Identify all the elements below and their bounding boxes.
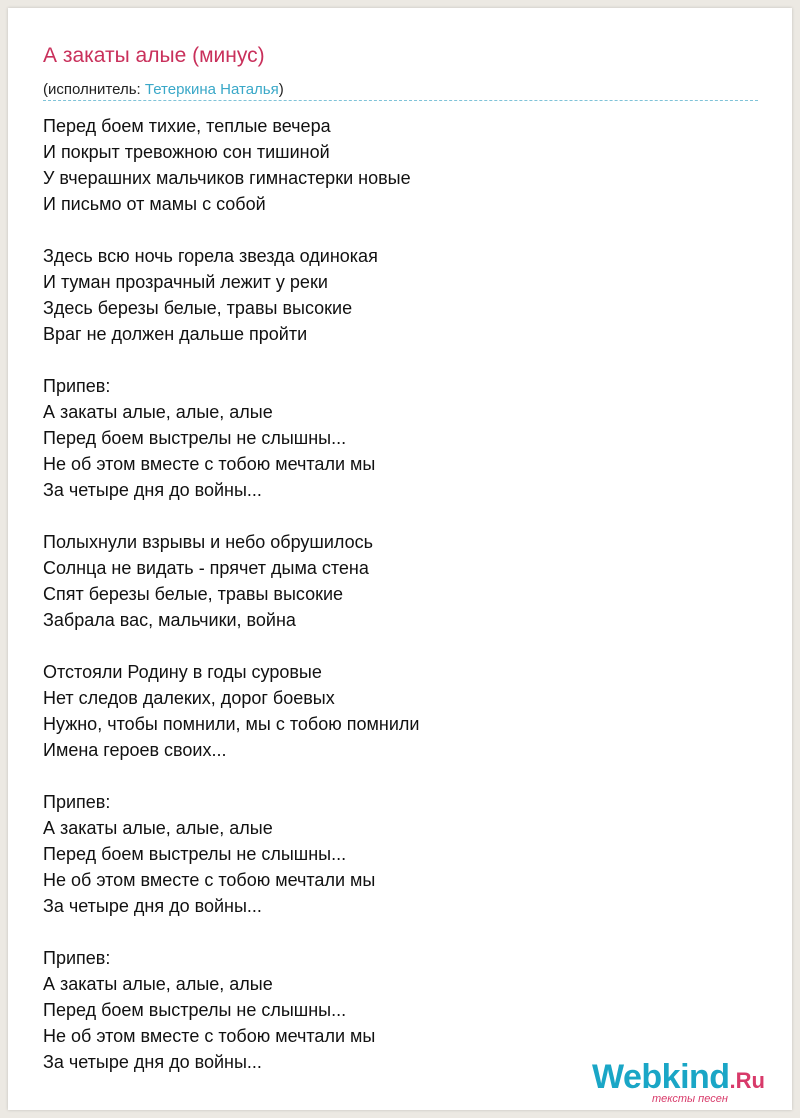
lyric-line: Не об этом вместе с тобою мечтали мы bbox=[43, 1026, 376, 1046]
site-logo bbox=[592, 1058, 765, 1105]
lyric-line: А закаты алые, алые, алые bbox=[43, 402, 273, 422]
lyric-line: Полыхнули взрывы и небо обрушилось bbox=[43, 532, 374, 552]
lyric-line: Не об этом вместе с тобою мечтали мы bbox=[43, 870, 376, 890]
lyrics-body bbox=[43, 113, 763, 1075]
lyric-blank-line bbox=[43, 503, 763, 529]
lyric-line: За четыре дня до войны... bbox=[43, 896, 262, 916]
lyric-line: Припев: bbox=[43, 792, 111, 812]
lyric-blank-line bbox=[43, 633, 763, 659]
lyric-line: Солнца не видать - прячет дыма стена bbox=[43, 558, 369, 578]
logo-name: Webkind bbox=[592, 1058, 730, 1096]
lyric-blank-line bbox=[43, 763, 763, 789]
lyric-line: У вчерашних мальчиков гимнастерки новые bbox=[43, 168, 411, 188]
lyric-line: Здесь всю ночь горела звезда одинокая bbox=[43, 246, 378, 266]
lyric-line: Припев: bbox=[43, 948, 111, 968]
performer-link[interactable]: Тетеркина Наталья bbox=[144, 81, 279, 98]
lyric-line: Нет следов далеких, дорог боевых bbox=[43, 688, 335, 708]
lyric-line: А закаты алые, алые, алые bbox=[43, 974, 273, 994]
title-divider bbox=[43, 100, 758, 101]
logo-tld: .Ru bbox=[729, 1068, 765, 1093]
lyric-line: Не об этом вместе с тобою мечтали мы bbox=[43, 454, 376, 474]
lyric-line: И письмо от мамы с собой bbox=[43, 194, 266, 214]
lyric-line: Перед боем тихие, теплые вечера bbox=[43, 116, 331, 136]
logo-tagline: тексты песен bbox=[652, 1093, 728, 1105]
page-sheet bbox=[8, 8, 792, 1110]
lyric-line: За четыре дня до войны... bbox=[43, 1052, 262, 1072]
lyric-line: Нужно, чтобы помнили, мы с тобою помнили bbox=[43, 714, 420, 734]
lyric-line: Враг не должен дальше пройти bbox=[43, 324, 308, 344]
performer-line bbox=[43, 80, 284, 100]
lyric-line: Перед боем выстрелы не слышны... bbox=[43, 428, 347, 448]
lyric-line: Спят березы белые, травы высокие bbox=[43, 584, 344, 604]
lyric-blank-line bbox=[43, 347, 763, 373]
lyric-line: А закаты алые, алые, алые bbox=[43, 818, 273, 838]
lyric-line: Отстояли Родину в годы суровые bbox=[43, 662, 322, 682]
lyric-blank-line bbox=[43, 919, 763, 945]
song-title: А закаты алые (минус) bbox=[43, 44, 265, 67]
lyric-line: И покрыт тревожною сон тишиной bbox=[43, 142, 330, 162]
lyric-line: Перед боем выстрелы не слышны... bbox=[43, 1000, 347, 1020]
lyric-line: Припев: bbox=[43, 376, 111, 396]
lyric-line: И туман прозрачный лежит у реки bbox=[43, 272, 328, 292]
performer-close: ) bbox=[278, 81, 284, 98]
lyric-line: Перед боем выстрелы не слышны... bbox=[43, 844, 347, 864]
lyric-blank-line bbox=[43, 217, 763, 243]
lyric-line: Имена героев своих... bbox=[43, 740, 227, 760]
lyric-line: Забрала вас, мальчики, война bbox=[43, 610, 296, 630]
lyric-line: За четыре дня до войны... bbox=[43, 480, 262, 500]
lyric-line: Здесь березы белые, травы высокие bbox=[43, 298, 353, 318]
performer-label: (исполнитель: bbox=[43, 81, 145, 98]
